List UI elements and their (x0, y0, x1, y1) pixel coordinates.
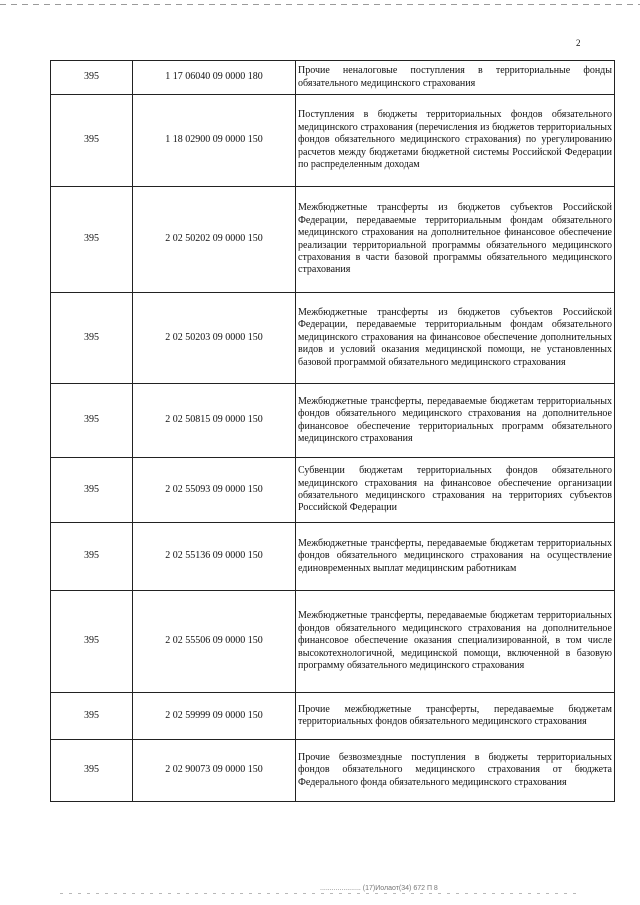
table-row (51, 740, 615, 802)
budget-code-cell: 1 18 02900 09 0000 150 (133, 95, 296, 187)
admin-code-cell: 395 (51, 187, 133, 293)
footer-stamp-text: ..................... (17)Иолаот(34) 672 П 8 (320, 885, 438, 892)
admin-code-cell: 395 (51, 523, 133, 591)
budget-code-cell: 2 02 50202 09 0000 150 (133, 187, 296, 293)
admin-code-cell: 395 (51, 61, 133, 95)
table-row (51, 591, 615, 693)
budget-code-cell: 2 02 55506 09 0000 150 (133, 591, 296, 693)
admin-code-cell: 395 (51, 458, 133, 523)
table-row (51, 293, 615, 384)
description-cell: Межбюджетные трансферты, передаваемые бюджетам территориальных фондов обязательного медицинского страхования на осуществление единовременных выплат медицинским работникам (296, 523, 615, 591)
table-row (51, 384, 615, 458)
budget-code-cell: 2 02 55093 09 0000 150 (133, 458, 296, 523)
description-cell: Межбюджетные трансферты, передаваемые бюджетам территориальных фондов обязательного медицинского страхования на дополнительное финансовое обеспечение территориальных программ обязательного медицинского страхования (296, 384, 615, 458)
budget-codes-table (50, 60, 615, 802)
description-cell: Прочие безвозмездные поступления в бюджеты территориальных фондов обязательного медицинского страхования от бюджета Федерального фонда обязательного медицинского страхования (296, 740, 615, 802)
table-row (51, 61, 615, 95)
admin-code-cell: 395 (51, 740, 133, 802)
description-cell: Прочие межбюджетные трансферты, передаваемые бюджетам территориальных фондов обязательного медицинского страхования (296, 693, 615, 740)
table-row (51, 523, 615, 591)
admin-code-cell: 395 (51, 293, 133, 384)
budget-code-cell: 2 02 50815 09 0000 150 (133, 384, 296, 458)
budget-code-cell: 2 02 50203 09 0000 150 (133, 293, 296, 384)
page-number: 2 (576, 38, 581, 48)
scan-edge-line (0, 4, 640, 5)
table-row (51, 95, 615, 187)
budget-code-cell: 2 02 55136 09 0000 150 (133, 523, 296, 591)
admin-code-cell: 395 (51, 693, 133, 740)
description-cell: Межбюджетные трансферты из бюджетов субъектов Российской Федерации, передаваемые территориальным фондам обязательного медицинского страхования на дополнительное финансовое обеспечение реализации территориальной программы обязательного медицинского страхования в части базовой программы обязательного медицинского страхования (296, 187, 615, 293)
budget-code-cell: 1 17 06040 09 0000 180 (133, 61, 296, 95)
admin-code-cell: 395 (51, 591, 133, 693)
admin-code-cell: 395 (51, 95, 133, 187)
budget-code-cell: 2 02 59999 09 0000 150 (133, 693, 296, 740)
description-cell: Межбюджетные трансферты из бюджетов субъектов Российской Федерации, передаваемые территориальным фондам обязательного медицинского страхования на финансовое обеспечение дополнительных видов и условий оказания медицинской помощи, не установленных базовой программой обязательного медицинского страхования (296, 293, 615, 384)
table-row (51, 693, 615, 740)
description-cell: Субвенции бюджетам территориальных фондов обязательного медицинского страхования на финансовое обеспечение организации обязательного медицинского страхования на территориях субъектов Российской Федерации (296, 458, 615, 523)
scan-footer-line (60, 893, 580, 894)
description-cell: Поступления в бюджеты территориальных фондов обязательного медицинского страхования (перечисления из бюджетов территориальных фондов обязательного медицинского страхования) по урегулированию расчетов между бюджетами бюджетной системы Российской Федерации по распределенным доходам (296, 95, 615, 187)
budget-code-cell: 2 02 90073 09 0000 150 (133, 740, 296, 802)
table-row (51, 458, 615, 523)
admin-code-cell: 395 (51, 384, 133, 458)
table-row (51, 187, 615, 293)
description-cell: Межбюджетные трансферты, передаваемые бюджетам территориальных фондов обязательного медицинского страхования на дополнительное финансовое обеспечение оказания специализированной, в том числе высокотехнологичной, медицинской помощи, включенной в базовую программу обязательного медицинского страхования (296, 591, 615, 693)
description-cell: Прочие неналоговые поступления в территориальные фонды обязательного медицинского страхования (296, 61, 615, 95)
